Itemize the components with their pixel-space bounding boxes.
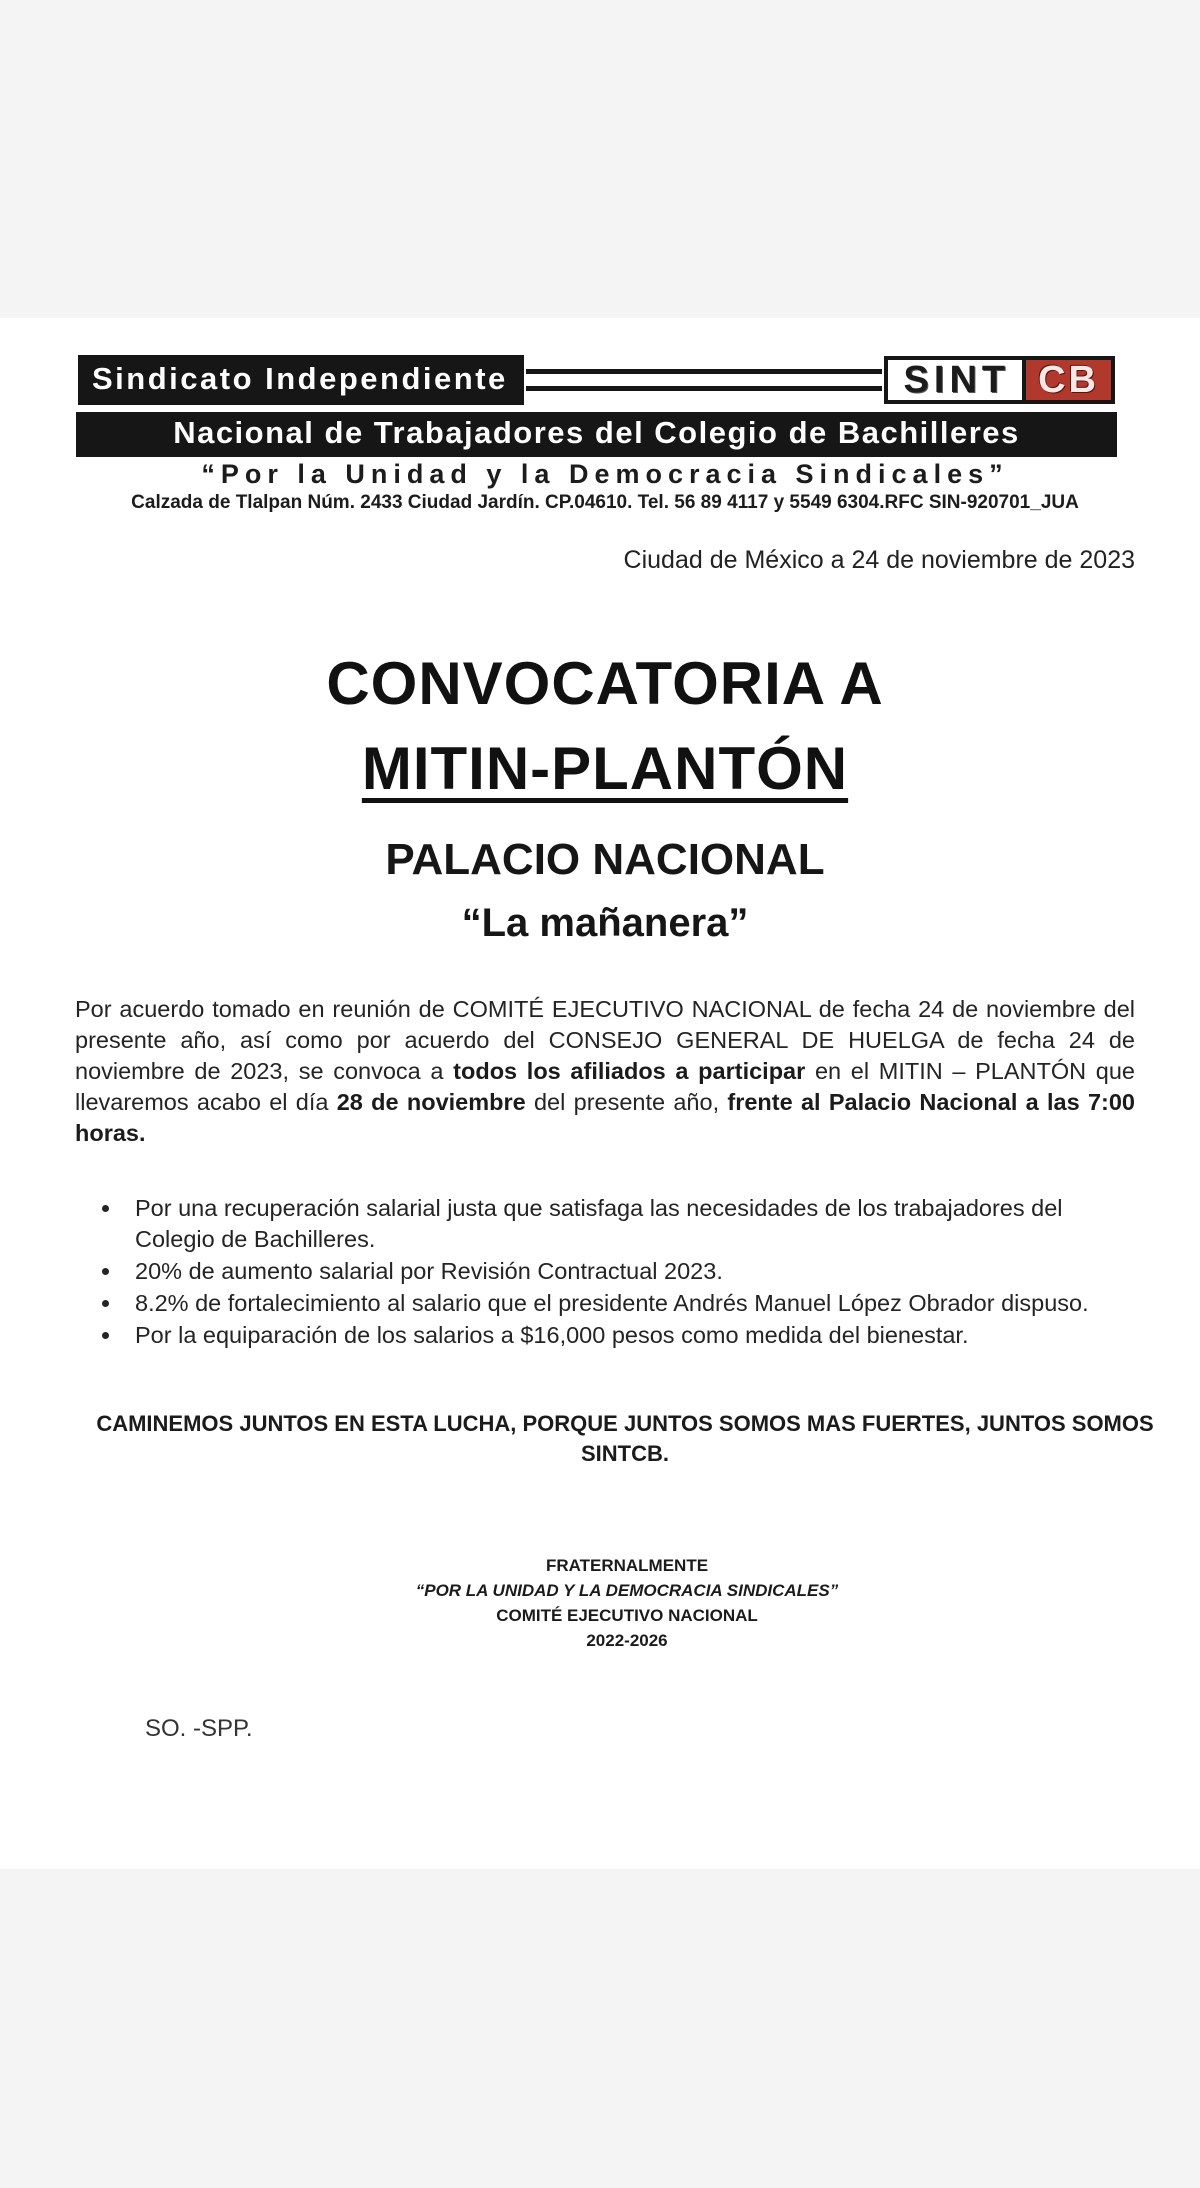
document-content	[0, 354, 1200, 1743]
body-paragraph	[75, 994, 1135, 1149]
title-line2-underlined: MITIN-PLANTÓN	[361, 735, 849, 802]
letterhead	[78, 354, 1115, 406]
list-item: • Por una recuperación salarial justa que satisfaga las necesidades de los trabajadores del Colegio de Bachilleres.	[123, 1193, 1135, 1255]
slogan-text: CAMINEMOS JUNTOS EN ESTA LUCHA, PORQUE JUNTOS SOMOS MAS FUERTES, JUNTOS SOMOS SINTCB.	[96, 1411, 1154, 1466]
signature-period: 2022-2026	[586, 1631, 668, 1650]
union-name-box: Sindicato Independiente	[78, 355, 524, 405]
signature-fraternalmente: FRATERNALMENTE	[545, 1556, 709, 1575]
union-address-line: Calzada de Tlalpan Núm. 2433 Ciudad Jardín. CP.04610. Tel. 56 89 4117 y 5549 6304.RFC SIN-920701_JUA	[131, 492, 1079, 513]
document-title	[75, 641, 1135, 811]
signature-comite: COMITÉ EJECUTIVO NACIONAL	[496, 1606, 758, 1625]
subtitle-palacio-nacional: PALACIO NACIONAL	[385, 835, 825, 884]
sintcb-logo-cb-badge: CB	[1022, 360, 1111, 400]
paragraph-bold-segment: todos los afiliados a participar	[453, 1058, 806, 1084]
paragraph-bold-segment: frente al Palacio Nacional a las 7:00 horas.	[75, 1089, 1135, 1146]
list-item: • Por la equiparación de los salarios a $16,000 pesos como medida del bienestar.	[123, 1320, 1135, 1351]
date-line: Ciudad de México a 24 de noviembre de 2023	[623, 546, 1135, 574]
paragraph-segment: del presente año,	[525, 1089, 728, 1115]
paragraph-bold-segment: 28 de noviembre	[336, 1089, 526, 1115]
union-motto: “Por la Unidad y la Democracia Sindicales”	[201, 459, 1009, 489]
sintcb-logo-sint-text: SINT	[903, 358, 1011, 401]
signature-block	[97, 1553, 1157, 1653]
union-subtitle-bar: Nacional de Trabajadores del Colegio de Bachilleres	[76, 412, 1117, 457]
document-page	[0, 318, 1200, 1869]
footer-note: SO. -SPP.	[145, 1715, 253, 1742]
list-item: • 20% de aumento salarial por Revisión Contractual 2023.	[123, 1256, 1135, 1287]
paragraph-segment: en el MITIN – PLANTÓN que llevaremos acabo el día	[75, 1058, 1136, 1115]
subtitle-la-mananera: “La mañanera”	[461, 901, 749, 945]
title-line1: CONVOCATORIA A	[326, 650, 884, 717]
paragraph-segment: Por acuerdo tomado en reunión de COMITÉ EJECUTIVO NACIONAL de fecha 24 de noviembre del presente año, así como por acuerdo del CONSEJO GENERAL DE HUELGA de fecha 24 de noviembre de 2023, se convoca a	[75, 996, 1135, 1084]
list-item: • 8.2% de fortalecimiento al salario que el presidente Andrés Manuel López Obrador dispuso.	[123, 1288, 1135, 1319]
letterhead-connector-lines	[526, 369, 882, 391]
signature-motto: “POR LA UNIDAD Y LA DEMOCRACIA SINDICALES”	[415, 1581, 839, 1600]
demands-list	[123, 1193, 1135, 1351]
sintcb-logo	[884, 356, 1115, 404]
